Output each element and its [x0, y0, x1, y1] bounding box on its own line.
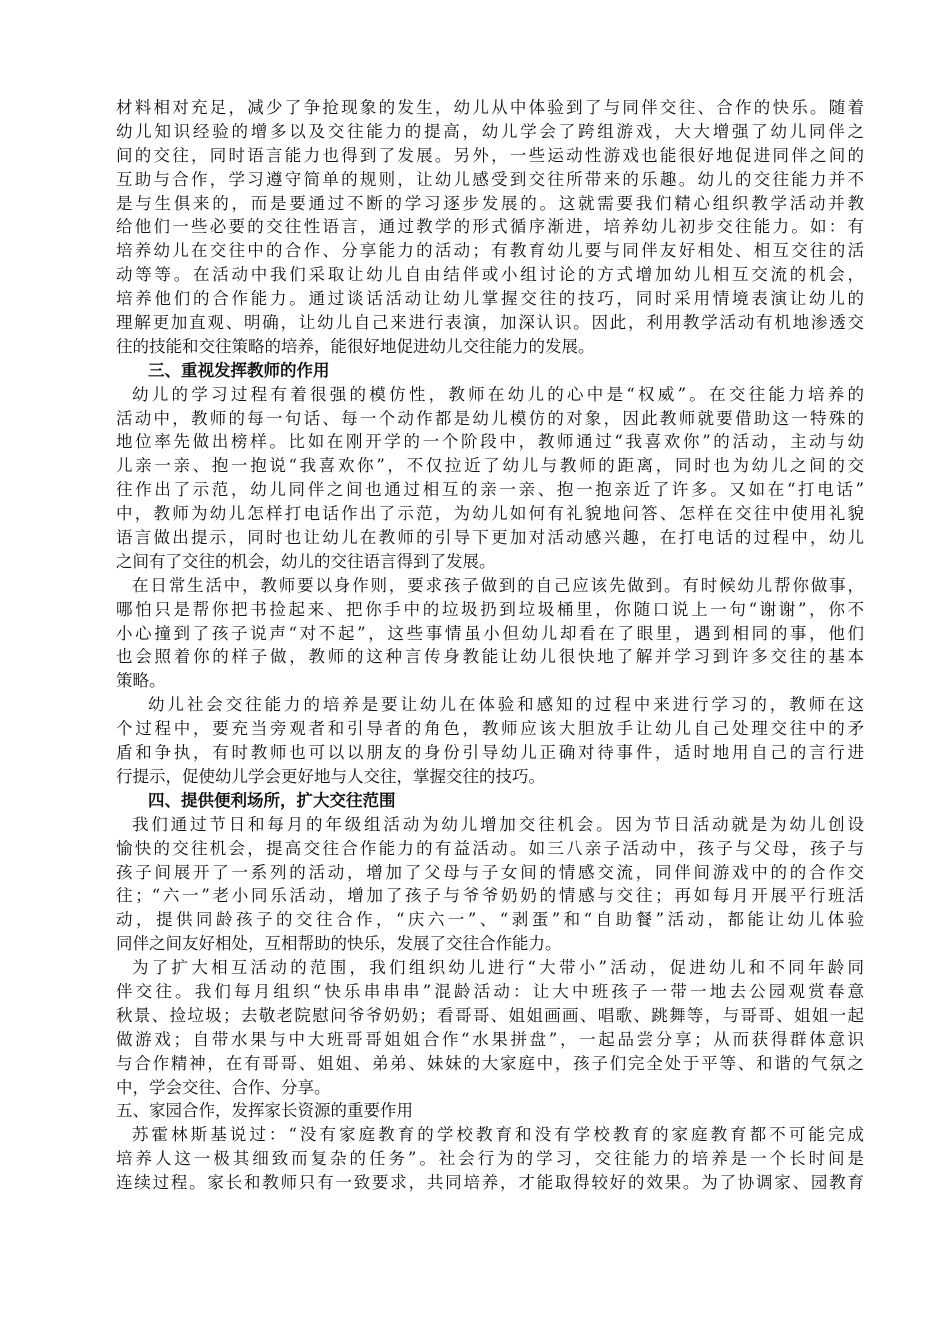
text-line: 活动中，教师的每一句话、每一个动作都是幼儿模仿的对象，因此教师就要借助这一特殊的 — [116, 408, 864, 428]
text-line: 给他们一些必要的交往性语言，通过教学的形式循序渐进，培养幼儿初步交往能力。如：有 — [116, 217, 864, 237]
text-line: 幼儿知识经验的增多以及交往能力的提高，幼儿学会了跨组游戏，大大增强了幼儿同伴之 — [116, 121, 864, 141]
text-line: 地位率先做出榜样。比如在刚开学的一个阶段中，教师通过“我喜欢你”的活动，主动与幼 — [116, 432, 864, 452]
text-line: 间的交往，同时语言能力也得到了发展。另外，一些运动性游戏也能很好地促进同伴之间的 — [116, 145, 864, 165]
text-line: 动等等。在活动中我们采取让幼儿自由结伴或小组讨论的方式增加幼儿相互交流的机会， — [116, 265, 864, 285]
document-page — [116, 96, 864, 1195]
paragraph-first-line: 幼儿社会交往能力的培养是要让幼儿在体验和感知的过程中来进行学习的，教师在这 — [148, 695, 864, 715]
paragraph-first-line: 为了扩大相互活动的范围，我们组织幼儿进行“大带小”活动，促进幼儿和不同年龄同 — [132, 958, 864, 978]
text-line: 愉快的交往机会，提高交往合作能力的有益活动。如三八亲子活动中，孩子与父母，孩子与 — [116, 838, 864, 858]
text-line: 伴交往。我们每月组织“快乐串串串”混龄活动：让大中班孩子一带一地去公园观赏春意 — [116, 981, 864, 1001]
text-line: 培养幼儿在交往中的合作、分享能力的活动；有教育幼儿要与同伴友好相处、相互交往的活 — [116, 241, 864, 261]
text-line: 培养他们的合作能力。通过谈话活动让幼儿掌握交往的技巧，同时采用情境表演让幼儿的 — [116, 289, 864, 309]
paragraph-first-line: 我们通过节日和每月的年级组活动为幼儿增加交往机会。因为节日活动就是为幼儿创设 — [132, 814, 864, 834]
text-line: 做游戏；自带水果与中大班哥哥姐姐合作“水果拼盘”，一起品尝分享；从而获得群体意识 — [116, 1029, 864, 1049]
text-line: 哪怕只是帮你把书捡起来、把你手中的垃圾扔到垃圾桶里，你随口说上一句“谢谢”，你不 — [116, 599, 864, 619]
paragraph-first-line: 在日常生活中，教师要以身作则，要求孩子做到的自己应该先做到。有时候幼儿帮你做事， — [132, 575, 864, 595]
text-line: 语言做出提示，同时也让幼儿在教师的引导下更加对活动感兴趣，在打电话的过程中，幼儿 — [116, 528, 864, 548]
text-line: 与合作精神，在有哥哥、姐姐、弟弟、妹妹的大家庭中，孩子们完全处于平等、和谐的气氛之 — [116, 1053, 864, 1073]
text-line: 往；“六一”老小同乐活动，增加了孩子与爷爷奶奶的情感与交往；再如每月开展平行班活 — [116, 886, 864, 906]
text-line: 儿亲一亲、抱一抱说“我喜欢你”，不仅拉近了幼儿与教师的距离，同时也为幼儿之间的交 — [116, 456, 864, 476]
text-line: 连续过程。家长和教师只有一致要求，共同培养，才能取得较好的效果。为了协调家、园教育 — [116, 1173, 864, 1193]
text-line: 往的技能和交往策略的培养，能很好地促进幼儿交往能力的发展。 — [116, 336, 595, 356]
text-line: 秋景、捡垃圾；去敬老院慰问爷爷奶奶；看哥哥、姐姐画画、唱歌、跳舞等，与哥哥、姐姐一起 — [116, 1005, 864, 1025]
text-line: 策略。 — [116, 671, 166, 691]
text-line: 往作出了示范，幼儿同伴之间也通过相互的亲一亲、抱一抱亲近了许多。又如在“打电话” — [116, 480, 864, 500]
text-line: 中，教师为幼儿怎样打电话作出了示范，为幼儿如何有礼貌地问答、怎样在交往中使用礼貌 — [116, 504, 864, 524]
text-line: 盾和争执，有时教师也可以以朋友的身份引导幼儿正确对待事件，适时地用自己的言行进 — [116, 743, 864, 763]
text-line: 是与生俱来的，而是要通过不断的学习逐步发展的。这就需要我们精心组织教学活动并教 — [116, 193, 864, 213]
paragraph-first-line: 苏霍林斯基说过：“没有家庭教育的学校教育和没有学校教育的家庭教育都不可能完成 — [132, 1125, 864, 1145]
text-line: 互助与合作，学习遵守简单的规则，让幼儿感受到交往所带来的乐趣。幼儿的交往能力并不 — [116, 169, 864, 189]
text-line: 中，学会交往、合作、分享。 — [116, 1077, 331, 1097]
text-line: 理解更加直观、明确，让幼儿自己来进行表演，加深认识。因此，利用教学活动有机地渗透交 — [116, 313, 864, 333]
text-line: 动，提供同龄孩子的交往合作，“庆六一”、“剥蛋”和“自助餐”活动，都能让幼儿体验 — [116, 910, 864, 930]
paragraph-first-line: 幼儿的学习过程有着很强的模仿性，教师在幼儿的心中是“权威”。在交往能力培养的 — [132, 384, 864, 404]
text-line: 材料相对充足，减少了争抢现象的发生，幼儿从中体验到了与同伴交往、合作的快乐。随着 — [116, 98, 864, 117]
text-line: 孩子间展开了一系列的活动，增加了父母与子女间的情感交流，同伴间游戏中的的合作交 — [116, 862, 864, 882]
text-line: 小心撞到了孩子说声“对不起”，这些事情虽小但幼儿却看在了眼里，遇到相同的事，他们 — [116, 623, 864, 643]
text-line: 同伴之间友好相处，互相帮助的快乐，发展了交往合作能力。 — [116, 934, 562, 954]
section-heading: 三、重视发挥教师的作用 — [148, 360, 330, 380]
text-line: 行提示，促使幼儿学会更好地与人交往，掌握交往的技巧。 — [116, 766, 545, 786]
text-line: 也会照着你的样子做，教师的这种言传身教能让幼儿很快地了解并学习到许多交往的基本 — [116, 647, 864, 667]
text-line: 之间有了交往的机会，幼儿的交往语言得到了发展。 — [116, 551, 496, 571]
section-heading: 五、家园合作，发挥家长资源的重要作用 — [116, 1101, 413, 1121]
section-heading: 四、提供便利场所，扩大交往范围 — [148, 790, 396, 810]
text-line: 个过程中，要充当旁观者和引导者的角色，教师应该大胆放手让幼儿自己处理交往中的矛 — [116, 719, 864, 739]
text-line: 培养人这一极其细致而复杂的任务”。社会行为的学习，交往能力的培养是一个长时间是 — [116, 1149, 864, 1169]
